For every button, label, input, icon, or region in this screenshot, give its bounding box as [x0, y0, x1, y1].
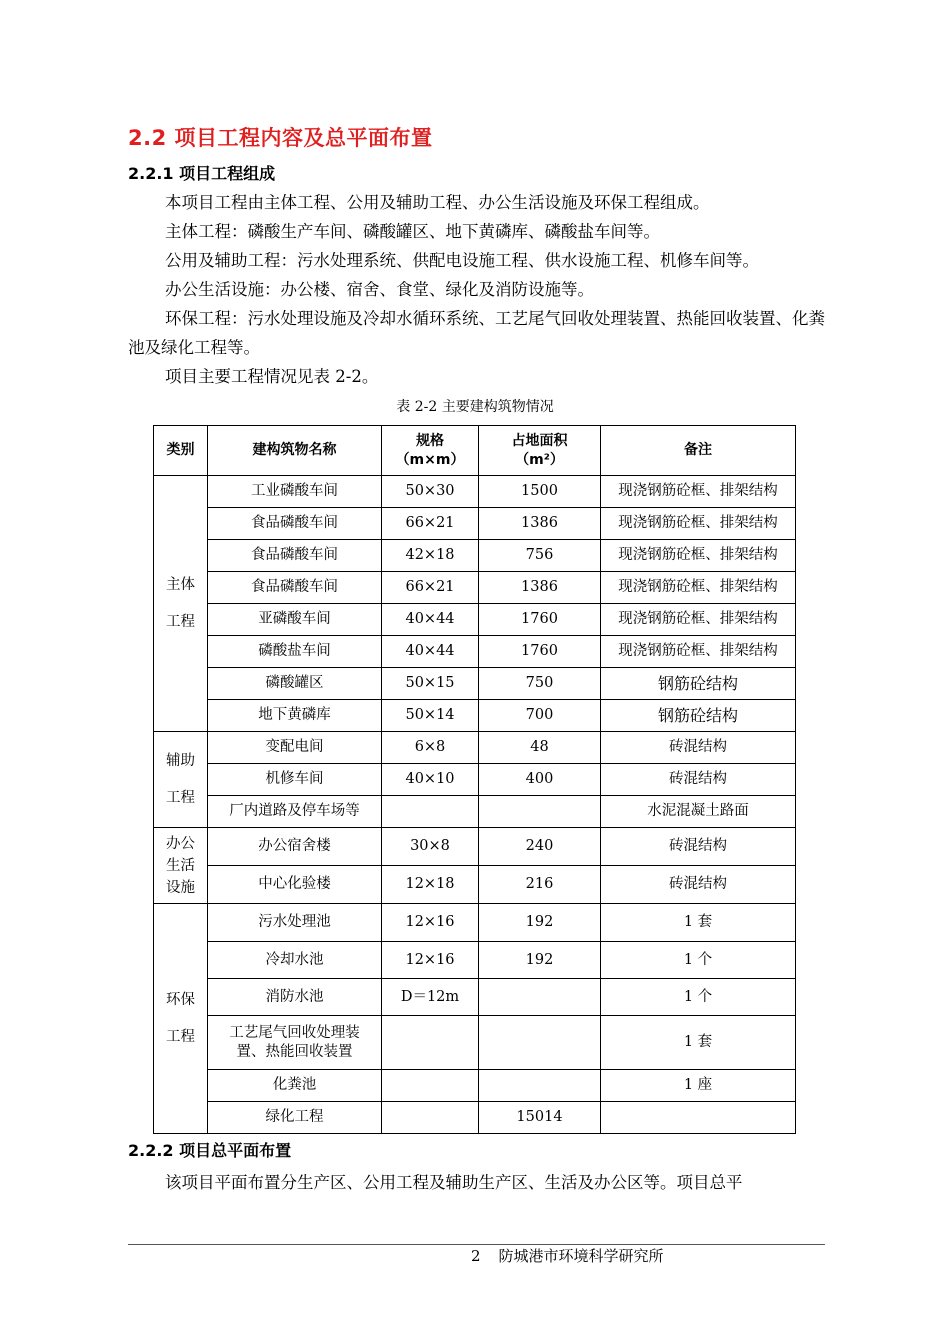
header-category: 类别 — [154, 426, 208, 476]
cell-note: 现浇钢筋砼框、排架结构 — [601, 572, 796, 604]
cell-area — [479, 796, 601, 828]
table-row — [154, 1070, 796, 1102]
cell-note: 钢筋砼结构 — [601, 668, 796, 700]
cell-note: 1 个 — [601, 942, 796, 979]
cell-note: 砖混结构 — [601, 732, 796, 764]
table-row — [154, 700, 796, 732]
cell-name: 化粪池 — [208, 1070, 382, 1102]
cell-name: 绿化工程 — [208, 1102, 382, 1134]
cell-name: 磷酸罐区 — [208, 668, 382, 700]
cell-note: 砖混结构 — [601, 828, 796, 866]
cell-note: 1 套 — [601, 1016, 796, 1070]
cell-area: 1386 — [479, 508, 601, 540]
cell-area: 400 — [479, 764, 601, 796]
cell-spec: 6×8 — [382, 732, 479, 764]
cell-note: 现浇钢筋砼框、排架结构 — [601, 540, 796, 572]
cell-spec: 12×16 — [382, 904, 479, 942]
cell-name: 消防水池 — [208, 979, 382, 1016]
table-row — [154, 828, 796, 866]
cell-area: 700 — [479, 700, 601, 732]
cell-name: 食品磷酸车间 — [208, 508, 382, 540]
cell-area — [479, 1070, 601, 1102]
cell-area: 240 — [479, 828, 601, 866]
cell-spec: 50×14 — [382, 700, 479, 732]
cell-name: 工艺尾气回收处理装 置、热能回收装置 — [208, 1016, 382, 1070]
cell-name: 机修车间 — [208, 764, 382, 796]
cell-name: 中心化验楼 — [208, 866, 382, 904]
header-spec: 规格 （m×m） — [382, 426, 479, 476]
paragraph-layout: 该项目平面布置分生产区、公用工程及辅助生产区、生活及办公区等。项目总平 — [165, 1173, 743, 1192]
table-row — [154, 796, 796, 828]
table-row — [154, 764, 796, 796]
cell-spec: 66×21 — [382, 508, 479, 540]
cell-name: 污水处理池 — [208, 904, 382, 942]
cell-note: 现浇钢筋砼框、排架结构 — [601, 508, 796, 540]
cell-spec: 12×18 — [382, 866, 479, 904]
cell-spec — [382, 1070, 479, 1102]
table-row — [154, 866, 796, 904]
cell-name: 地下黄磷库 — [208, 700, 382, 732]
cell-spec: 50×30 — [382, 476, 479, 508]
cell-name: 冷却水池 — [208, 942, 382, 979]
table-row — [154, 636, 796, 668]
section-title: 2.2 项目工程内容及总平面布置 — [128, 126, 433, 150]
cell-spec: 40×44 — [382, 636, 479, 668]
table-row — [154, 604, 796, 636]
table-row — [154, 904, 796, 942]
cell-area: 48 — [479, 732, 601, 764]
category-aux: 辅助 工程 — [154, 732, 208, 828]
cell-name: 厂内道路及停车场等 — [208, 796, 382, 828]
table-row — [154, 732, 796, 764]
cell-spec: 42×18 — [382, 540, 479, 572]
cell-note — [601, 1102, 796, 1134]
table-row — [154, 942, 796, 979]
cell-area: 192 — [479, 942, 601, 979]
cell-spec — [382, 796, 479, 828]
cell-spec: D＝12m — [382, 979, 479, 1016]
cell-area: 1386 — [479, 572, 601, 604]
cell-area: 15014 — [479, 1102, 601, 1134]
table-row — [154, 1102, 796, 1134]
cell-spec — [382, 1016, 479, 1070]
category-main: 主体 工程 — [154, 476, 208, 732]
paragraph-env-works: 环保工程：污水处理设施及冷却水循环系统、工艺尾气回收处理装置、热能回收装置、化粪池及绿化工程等。 — [128, 309, 825, 357]
table-row — [154, 476, 796, 508]
cell-area: 1500 — [479, 476, 601, 508]
cell-area: 192 — [479, 904, 601, 942]
buildings-table — [153, 425, 796, 1134]
cell-name: 食品磷酸车间 — [208, 540, 382, 572]
cell-note: 钢筋砼结构 — [601, 700, 796, 732]
cell-name: 食品磷酸车间 — [208, 572, 382, 604]
header-name: 建构筑物名称 — [208, 426, 382, 476]
subsection-title-layout: 2.2.2 项目总平面布置 — [128, 1141, 292, 1160]
cell-note: 现浇钢筋砼框、排架结构 — [601, 604, 796, 636]
paragraph-table-ref: 项目主要工程情况见表 2-2。 — [165, 367, 379, 386]
cell-name: 变配电间 — [208, 732, 382, 764]
table-row — [154, 979, 796, 1016]
cell-name: 亚磷酸车间 — [208, 604, 382, 636]
cell-note: 现浇钢筋砼框、排架结构 — [601, 636, 796, 668]
table-row — [154, 540, 796, 572]
cell-note: 现浇钢筋砼框、排架结构 — [601, 476, 796, 508]
cell-spec: 50×15 — [382, 668, 479, 700]
table-row — [154, 572, 796, 604]
page-footer — [471, 1245, 682, 1266]
cell-spec — [382, 1102, 479, 1134]
page-number: 2 — [471, 1247, 481, 1265]
paragraph-main-works: 主体工程：磷酸生产车间、磷酸罐区、地下黄磷库、磷酸盐车间等。 — [165, 222, 660, 241]
table-row — [154, 1016, 796, 1070]
cell-name: 磷酸盐车间 — [208, 636, 382, 668]
cell-note: 1 座 — [601, 1070, 796, 1102]
header-area: 占地面积 （m²） — [479, 426, 601, 476]
cell-spec: 40×10 — [382, 764, 479, 796]
table-caption: 表 2-2 主要建构筑物情况 — [396, 399, 554, 415]
cell-area: 216 — [479, 866, 601, 904]
table-row — [154, 508, 796, 540]
category-env: 环保 工程 — [154, 904, 208, 1134]
cell-area — [479, 1016, 601, 1070]
cell-name: 工业磷酸车间 — [208, 476, 382, 508]
cell-spec: 40×44 — [382, 604, 479, 636]
subsection-title-composition: 2.2.1 项目工程组成 — [128, 164, 276, 183]
category-office: 办公 生活 设施 — [154, 828, 208, 904]
cell-spec: 66×21 — [382, 572, 479, 604]
cell-area: 1760 — [479, 636, 601, 668]
cell-spec: 30×8 — [382, 828, 479, 866]
cell-area: 1760 — [479, 604, 601, 636]
cell-note: 水泥混凝土路面 — [601, 796, 796, 828]
cell-area: 750 — [479, 668, 601, 700]
cell-spec: 12×16 — [382, 942, 479, 979]
cell-note: 1 个 — [601, 979, 796, 1016]
cell-area: 756 — [479, 540, 601, 572]
cell-name: 办公宿舍楼 — [208, 828, 382, 866]
table-row — [154, 668, 796, 700]
table-header-row — [154, 426, 796, 476]
cell-area — [479, 979, 601, 1016]
paragraph-office-facilities: 办公生活设施：办公楼、宿舍、食堂、绿化及消防设施等。 — [165, 280, 594, 299]
header-note: 备注 — [601, 426, 796, 476]
paragraph-aux-works: 公用及辅助工程：污水处理系统、供配电设施工程、供水设施工程、机修车间等。 — [165, 251, 759, 270]
cell-note: 砖混结构 — [601, 764, 796, 796]
footer-org: 防城港市环境科学研究所 — [498, 1247, 664, 1265]
paragraph-composition: 本项目工程由主体工程、公用及辅助工程、办公生活设施及环保工程组成。 — [165, 193, 710, 212]
cell-note: 1 套 — [601, 904, 796, 942]
cell-note: 砖混结构 — [601, 866, 796, 904]
